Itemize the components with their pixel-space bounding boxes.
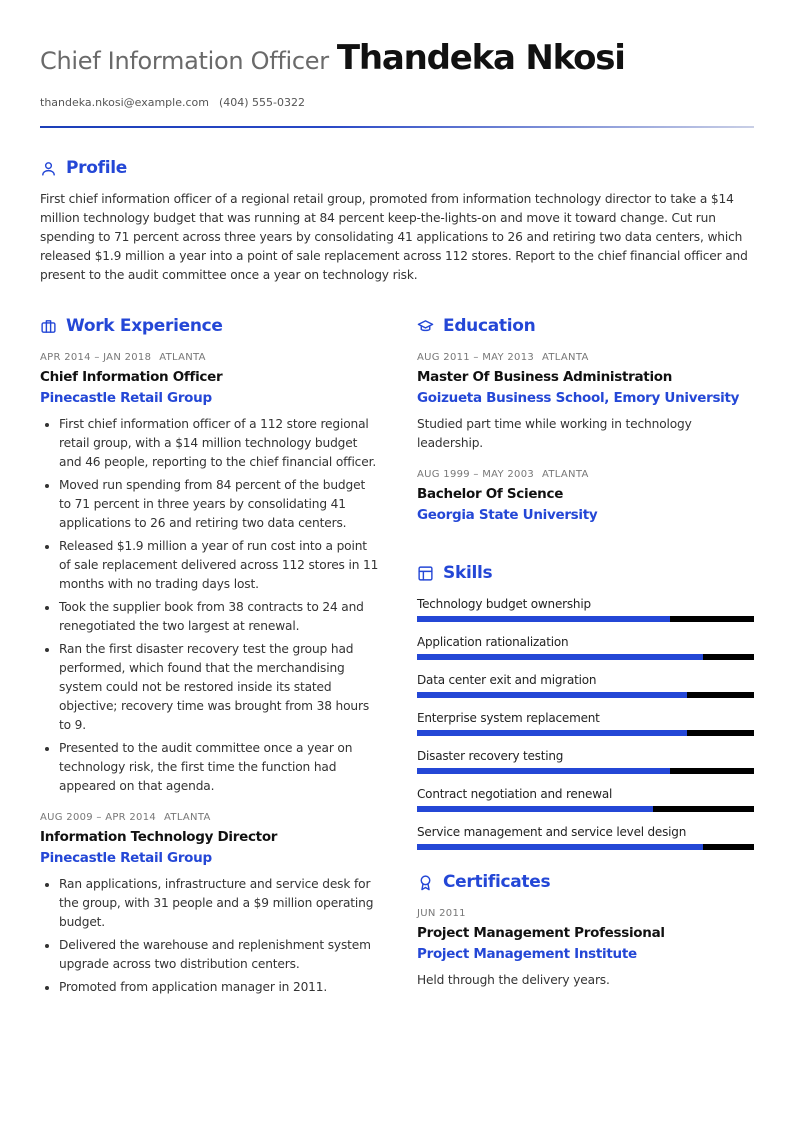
degree: Master Of Business Administration <box>417 369 673 385</box>
skill-bar-fill <box>417 616 670 622</box>
skill-bar-fill <box>417 692 687 698</box>
skills-list <box>417 597 754 850</box>
skill-name: Application rationalization <box>417 635 569 649</box>
education-location: ATLANTA <box>542 469 589 480</box>
skill-bar-fill <box>417 768 670 774</box>
bullet: • Took the supplier book from 38 contracts to 24 and renegotiated the two largest at renewal. <box>59 598 380 636</box>
experience-title: Work Experience <box>66 316 223 336</box>
job-title: Information Technology Director <box>40 829 278 845</box>
skill-bar <box>417 692 754 698</box>
header-divider <box>40 126 754 128</box>
profile-section <box>40 158 754 285</box>
job-entry <box>40 352 380 796</box>
school: Goizueta Business School, Emory University <box>417 390 740 406</box>
bullet: • Moved run spending from 84 percent of the budget to 71 percent in three years by consolidating 41 applications to 26 and retiring two data centers. <box>59 476 380 533</box>
job-dates: AUG 2009 – APR 2014 <box>40 812 157 823</box>
certificate-date: JUN 2011 <box>417 908 466 919</box>
skill-bar <box>417 768 754 774</box>
job-entry <box>40 812 380 997</box>
email[interactable]: thandeka.nkosi@example.com <box>40 96 209 109</box>
job-title: Chief Information Officer <box>40 47 329 75</box>
certificate-entry <box>417 908 754 990</box>
skills-title: Skills <box>443 563 493 583</box>
bullet: • Ran applications, infrastructure and service desk for the group, with 31 people and a $9 million operating budget. <box>59 875 380 932</box>
education-desc: Studied part time while working in technology leadership. <box>417 417 692 450</box>
bullet: • Presented to the audit committee once a year on technology risk, the first time the function had appeared on that agenda. <box>59 739 380 796</box>
skill-bar <box>417 806 754 812</box>
education-dates: AUG 2011 – MAY 2013 <box>417 352 535 363</box>
job-org: Pinecastle Retail Group <box>40 850 212 866</box>
certificate-desc: Held through the delivery years. <box>417 973 610 987</box>
job-dates: APR 2014 – JAN 2018 <box>40 352 152 363</box>
resume-header <box>40 38 754 109</box>
skills-heading <box>417 563 754 583</box>
briefcase-icon <box>40 318 57 335</box>
education-heading <box>417 316 754 336</box>
skill-item <box>417 711 754 736</box>
skill-bar <box>417 730 754 736</box>
bullet: • Promoted from application manager in 2011. <box>59 978 380 997</box>
job-bullets <box>40 875 380 997</box>
phone[interactable]: (404) 555-0322 <box>218 96 306 109</box>
skill-name: Disaster recovery testing <box>417 749 564 763</box>
bullet: • First chief information officer of a 112 store regional retail group, with a $14 million technology budget and 46 people, reporting to the chief financial officer. <box>59 415 380 472</box>
title-line <box>40 38 754 78</box>
job-location: ATLANTA <box>159 352 206 363</box>
bullet: • Released $1.9 million a year of run cost into a point of sale replacement delivered across 112 stores in 11 months with no trading days lost. <box>59 537 380 594</box>
skill-bar <box>417 844 754 850</box>
job-location: ATLANTA <box>164 812 211 823</box>
skill-item <box>417 597 754 622</box>
education-meta <box>417 352 754 363</box>
person-icon <box>40 160 57 177</box>
skill-name: Technology budget ownership <box>417 597 591 611</box>
skill-bar-fill <box>417 844 703 850</box>
layout-icon <box>417 565 434 582</box>
graduation-cap-icon <box>417 318 434 335</box>
job-meta <box>40 352 380 363</box>
skill-bar <box>417 616 754 622</box>
education-location: ATLANTA <box>542 352 589 363</box>
education-entry <box>417 469 754 523</box>
profile-title: Profile <box>66 158 128 178</box>
contact-line <box>40 96 754 109</box>
education-entry <box>417 352 754 453</box>
certificate-org: Project Management Institute <box>417 946 637 962</box>
certificates-heading <box>417 872 754 892</box>
job-title: Chief Information Officer <box>40 369 223 385</box>
certificates-title: Certificates <box>443 872 551 892</box>
skill-item <box>417 635 754 660</box>
right-column <box>417 316 754 990</box>
skill-name: Data center exit and migration <box>417 673 597 687</box>
education-dates: AUG 1999 – MAY 2003 <box>417 469 535 480</box>
job-org: Pinecastle Retail Group <box>40 390 212 406</box>
skill-name: Service management and service level design <box>417 825 687 839</box>
skill-bar-fill <box>417 806 653 812</box>
skill-bar <box>417 654 754 660</box>
bullet: • Delivered the warehouse and replenishment system upgrade across two distribution centers. <box>59 936 380 974</box>
job-meta <box>40 812 380 823</box>
certificate-title: Project Management Professional <box>417 925 665 941</box>
degree: Bachelor Of Science <box>417 486 564 502</box>
skill-bar-fill <box>417 654 703 660</box>
skill-name: Enterprise system replacement <box>417 711 600 725</box>
school: Georgia State University <box>417 507 598 523</box>
award-icon <box>417 874 434 891</box>
profile-text: First chief information officer of a regional retail group, promoted from information technology director to take a $14 million technology budget that was running at 84 percent keep-the-lights-on and move it toward change. Cut run spending to 71 percent across three years by consolidating 41 applications to 26 and retiring two data centers, which released $1.9 million a year into a point of sale replacement across 112 stores. Report to the chief financial officer and present to the audit committee once a year on technology risk. <box>40 192 748 282</box>
skill-item <box>417 825 754 850</box>
full-name: Thandeka Nkosi <box>336 38 625 78</box>
skill-item <box>417 673 754 698</box>
education-title: Education <box>443 316 536 336</box>
education-meta <box>417 469 754 480</box>
job-bullets <box>40 415 380 796</box>
profile-heading <box>40 158 754 178</box>
skill-bar-fill <box>417 730 687 736</box>
left-column <box>40 316 380 1001</box>
skill-item <box>417 749 754 774</box>
experience-heading <box>40 316 380 336</box>
skill-item <box>417 787 754 812</box>
bullet: • Ran the first disaster recovery test the group had performed, which found that the merchandising system could not be restored inside its stated objective; recovery time was brought from 38 hours to 9. <box>59 640 380 735</box>
skill-name: Contract negotiation and renewal <box>417 787 613 801</box>
